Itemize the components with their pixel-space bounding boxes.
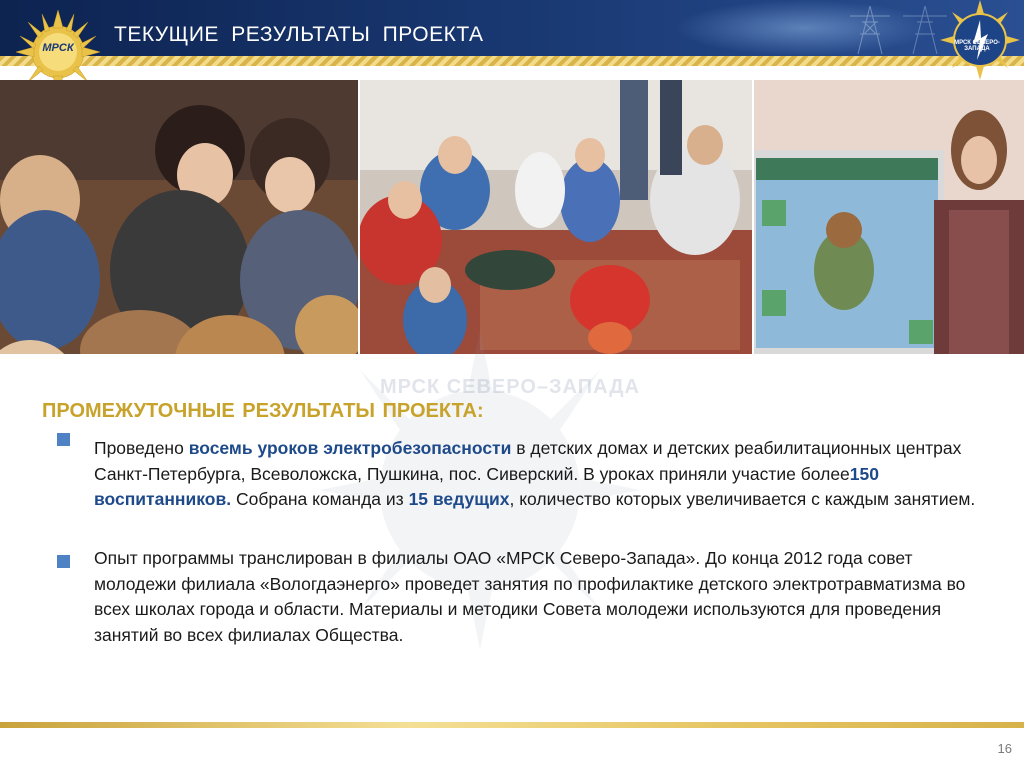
text-run: в детских домах и детских реабилитационных центрах Санкт-Петербурга, Всеволожска, Пушкина, пос. Сиверский. В уроках приняли участие более xyxy=(94,438,962,484)
company-logo-caption: МРСК СЕВЕРО-ЗАПАДА xyxy=(954,40,1000,52)
photo-first-aid-training xyxy=(360,80,752,354)
highlight-lessons: восемь уроков электробезопасности xyxy=(188,438,512,458)
text-run: , количество которых увеличивается с каждым занятием. xyxy=(509,489,976,509)
bullet-marker xyxy=(57,555,70,568)
power-tower-icon xyxy=(840,4,900,54)
text-run: Проведено xyxy=(94,438,189,458)
footer-gold-line xyxy=(0,722,1024,728)
header-gold-stripe xyxy=(0,56,1024,66)
section-subheading: ПРОМЕЖУТОЧНЫЕ РЕЗУЛЬТАТЫ ПРОЕКТА: xyxy=(42,400,484,422)
bullet-text-program: Опыт программы транслирован в филиалы ОАО «МРСК Северо-Запада». До конца 2012 года совет молодежи филиала «Вологдаэнерго» проведет занятия по профилактике детского электротравматизма во всех школах города и области. Материалы и методики Совета молодежи используются для проведения занятий во всех филиалах Общества. xyxy=(94,548,966,645)
photo-children-lesson xyxy=(0,80,358,354)
highlight-pupils: 150 воспитанников. xyxy=(94,463,879,509)
text-run: Собрана команда из xyxy=(231,489,409,509)
bullet-text-lessons xyxy=(94,436,994,513)
page-number: 16 xyxy=(997,741,1012,756)
bullet-marker xyxy=(57,433,70,446)
company-logo-text: МРСК xyxy=(42,42,74,54)
watermark-text: МРСК СЕВЕРО–ЗАПАДА xyxy=(380,376,640,398)
photo-presentation xyxy=(754,80,1024,354)
slide-title: ТЕКУЩИЕ РЕЗУЛЬТАТЫ ПРОЕКТА xyxy=(114,23,484,46)
slide-header xyxy=(0,0,1024,66)
highlight-leaders: 15 ведущих xyxy=(408,489,510,509)
